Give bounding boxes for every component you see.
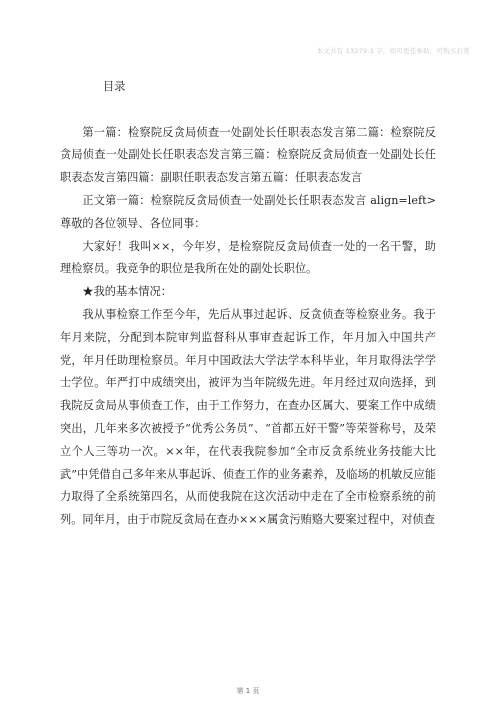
intro-paragraph: 正文第一篇：检察院反贪局侦查一处副处长任职表态发言 align=left>尊敬的各位领导、各位同事： [60,193,436,230]
toc-title: 目录 [103,80,126,93]
greeting-paragraph: 大家好！我叫××，今年岁，是检察院反贪局侦查一处的一名干警，助理检察员。我竞争的职位是我所在处的副处长职位。 [60,239,436,276]
blank-line [60,99,436,122]
watermark-text: 本文共有 13279.3 字，如可更佳参助，可购买打赏 [316,47,470,55]
basic-info-paragraph: 我从事检察工作至今年，先后从事过起诉、反贪侦查等检察业务。我于年月来院，分配到本院审判监督科从事审查起诉工作，年月加入中国共产党，年月任助理检察员。年月中国政法大学法学本科毕业，年月取得法学学士学位。年严打中成绩突出，被评为当年院级先进。年月经过双向选择，到我院反贪局从事侦查工作，由于工作努力，在查办区属大、要案工作中成绩突出，几年来多次被授予“优秀公务员”、“首都五好干警”等荣誉称号，及荣立个人三等功一次。××年，在代表我院参加“全市反贪系统业务技能大比武”中凭借自己多年来从事起诉、侦查工作的业务素养，及临场的机敏反应能力取得了全系统第四名，从而使我院在这次活动中走在了全市检察系统的前列。同年月，由于市院反贪局在查办×××属贪污贿赂大要案过程中，对侦查 [60,307,436,527]
document-body [60,76,436,532]
toc-entries: 第一篇：检察院反贪局侦查一处副处长任职表态发言第二篇：检察院反贪局侦查一处副处长任职表态发言第三篇：检察院反贪局侦查一处副处长任职表态发言第四篇：副职任职表态发言第五篇：任职表态发言 [60,125,436,185]
section-heading: ★我的基本情况： [82,285,172,299]
page-number: 第 1 页 [236,687,260,695]
